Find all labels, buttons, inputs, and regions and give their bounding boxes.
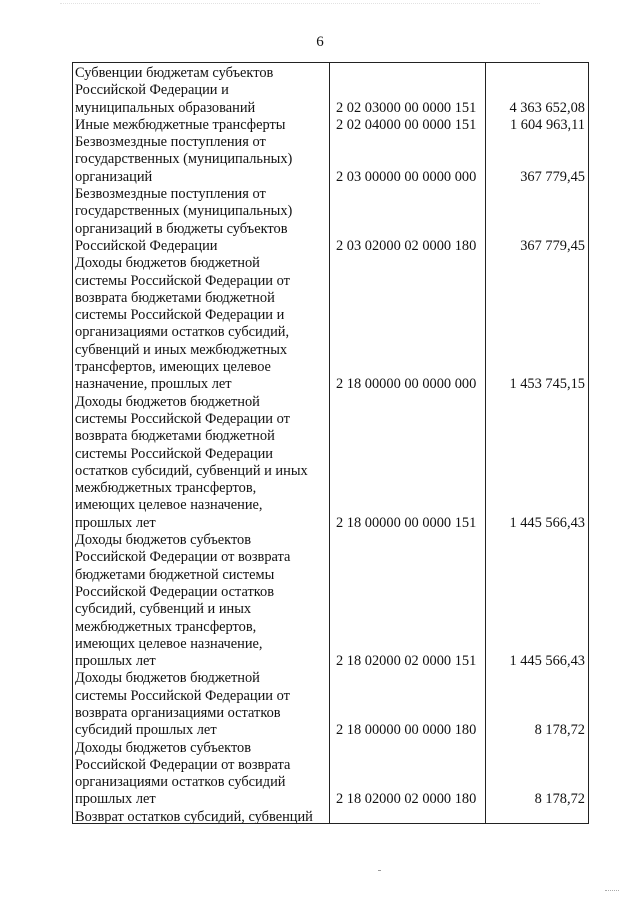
table-row xyxy=(73,394,588,532)
row-amount: 1 445 566,43 xyxy=(509,653,585,670)
table-row xyxy=(73,670,588,739)
row-code: 2 18 00000 00 0000 000 xyxy=(336,376,477,393)
row-amount: 8 178,72 xyxy=(534,791,585,808)
row-code: 2 03 02000 02 0000 180 xyxy=(336,237,477,254)
row-code: 2 02 04000 00 0000 151 xyxy=(336,116,477,133)
table-row xyxy=(73,134,588,186)
scan-corner-noise xyxy=(605,890,619,891)
table-row xyxy=(73,186,588,255)
row-name: Доходы бюджетов бюджетной системы Российской Федерации от возврата бюджетами бюджетной системы Российской Федерации и организациями остатков субсидий, субвенций и иных межбюджетных трансфертов, имеющих целевое назначение, прошлых лет xyxy=(75,255,290,393)
row-amount: 1 453 745,15 xyxy=(509,376,585,393)
row-name: Безвозмездные поступления от государственных (муниципальных) организаций xyxy=(75,134,293,185)
table-row xyxy=(73,117,588,134)
row-amount: 4 363 652,08 xyxy=(509,99,585,116)
row-code: 2 03 00000 00 0000 000 xyxy=(336,168,477,185)
row-amount: 1 445 566,43 xyxy=(509,514,585,531)
row-code: 2 18 02000 02 0000 151 xyxy=(336,653,477,670)
row-name: Доходы бюджетов бюджетной системы Российской Федерации от возврата организациями остатков субсидий прошлых лет xyxy=(75,670,290,739)
row-code: 2 18 02000 02 0000 180 xyxy=(336,791,477,808)
row-amount: 367 779,45 xyxy=(520,168,585,185)
scan-header-noise xyxy=(60,3,540,10)
table-row xyxy=(73,65,588,117)
row-name: Доходы бюджетов субъектов Российской Федерации от возврата организациями остатков субсидий прошлых лет xyxy=(75,739,291,808)
row-name: Доходы бюджетов бюджетной системы Российской Федерации от возврата бюджетами бюджетной системы Российской Федерации остатков субсидий, субвенций и иных межбюджетных трансфертов, имеющих целевое назначение, прошлых лет xyxy=(75,393,308,531)
revenue-table xyxy=(72,62,589,824)
table-row xyxy=(73,740,588,809)
table-row xyxy=(73,532,588,670)
row-name: Возврат остатков субсидий, субвенций xyxy=(75,808,313,824)
row-name: Безвозмездные поступления от государственных (муниципальных) организаций в бюджеты субъектов Российской Федерации xyxy=(75,186,293,254)
row-code: 2 02 03000 00 0000 151 xyxy=(336,99,477,116)
row-code: 2 18 00000 00 0000 180 xyxy=(336,722,477,739)
row-amount: 8 178,72 xyxy=(534,722,585,739)
row-amount: 367 779,45 xyxy=(520,237,585,254)
row-name: Доходы бюджетов субъектов Российской Федерации от возврата бюджетами бюджетной системы Российской Федерации остатков субсидий, субвенций и иных межбюджетных трансфертов, имеющих целевое назначение, прошлых лет xyxy=(75,532,291,670)
row-name: Субвенции бюджетам субъектов Российской Федерации и муниципальных образований xyxy=(75,65,274,116)
row-name: Иные межбюджетные трансферты xyxy=(75,116,286,133)
page-number: 6 xyxy=(316,34,324,50)
row-amount: 1 604 963,11 xyxy=(509,116,585,133)
table-row xyxy=(73,809,588,824)
table-rows xyxy=(73,65,588,824)
scan-speck xyxy=(378,870,381,871)
row-code: 2 18 00000 00 0000 151 xyxy=(336,514,477,531)
table-row xyxy=(73,255,588,393)
